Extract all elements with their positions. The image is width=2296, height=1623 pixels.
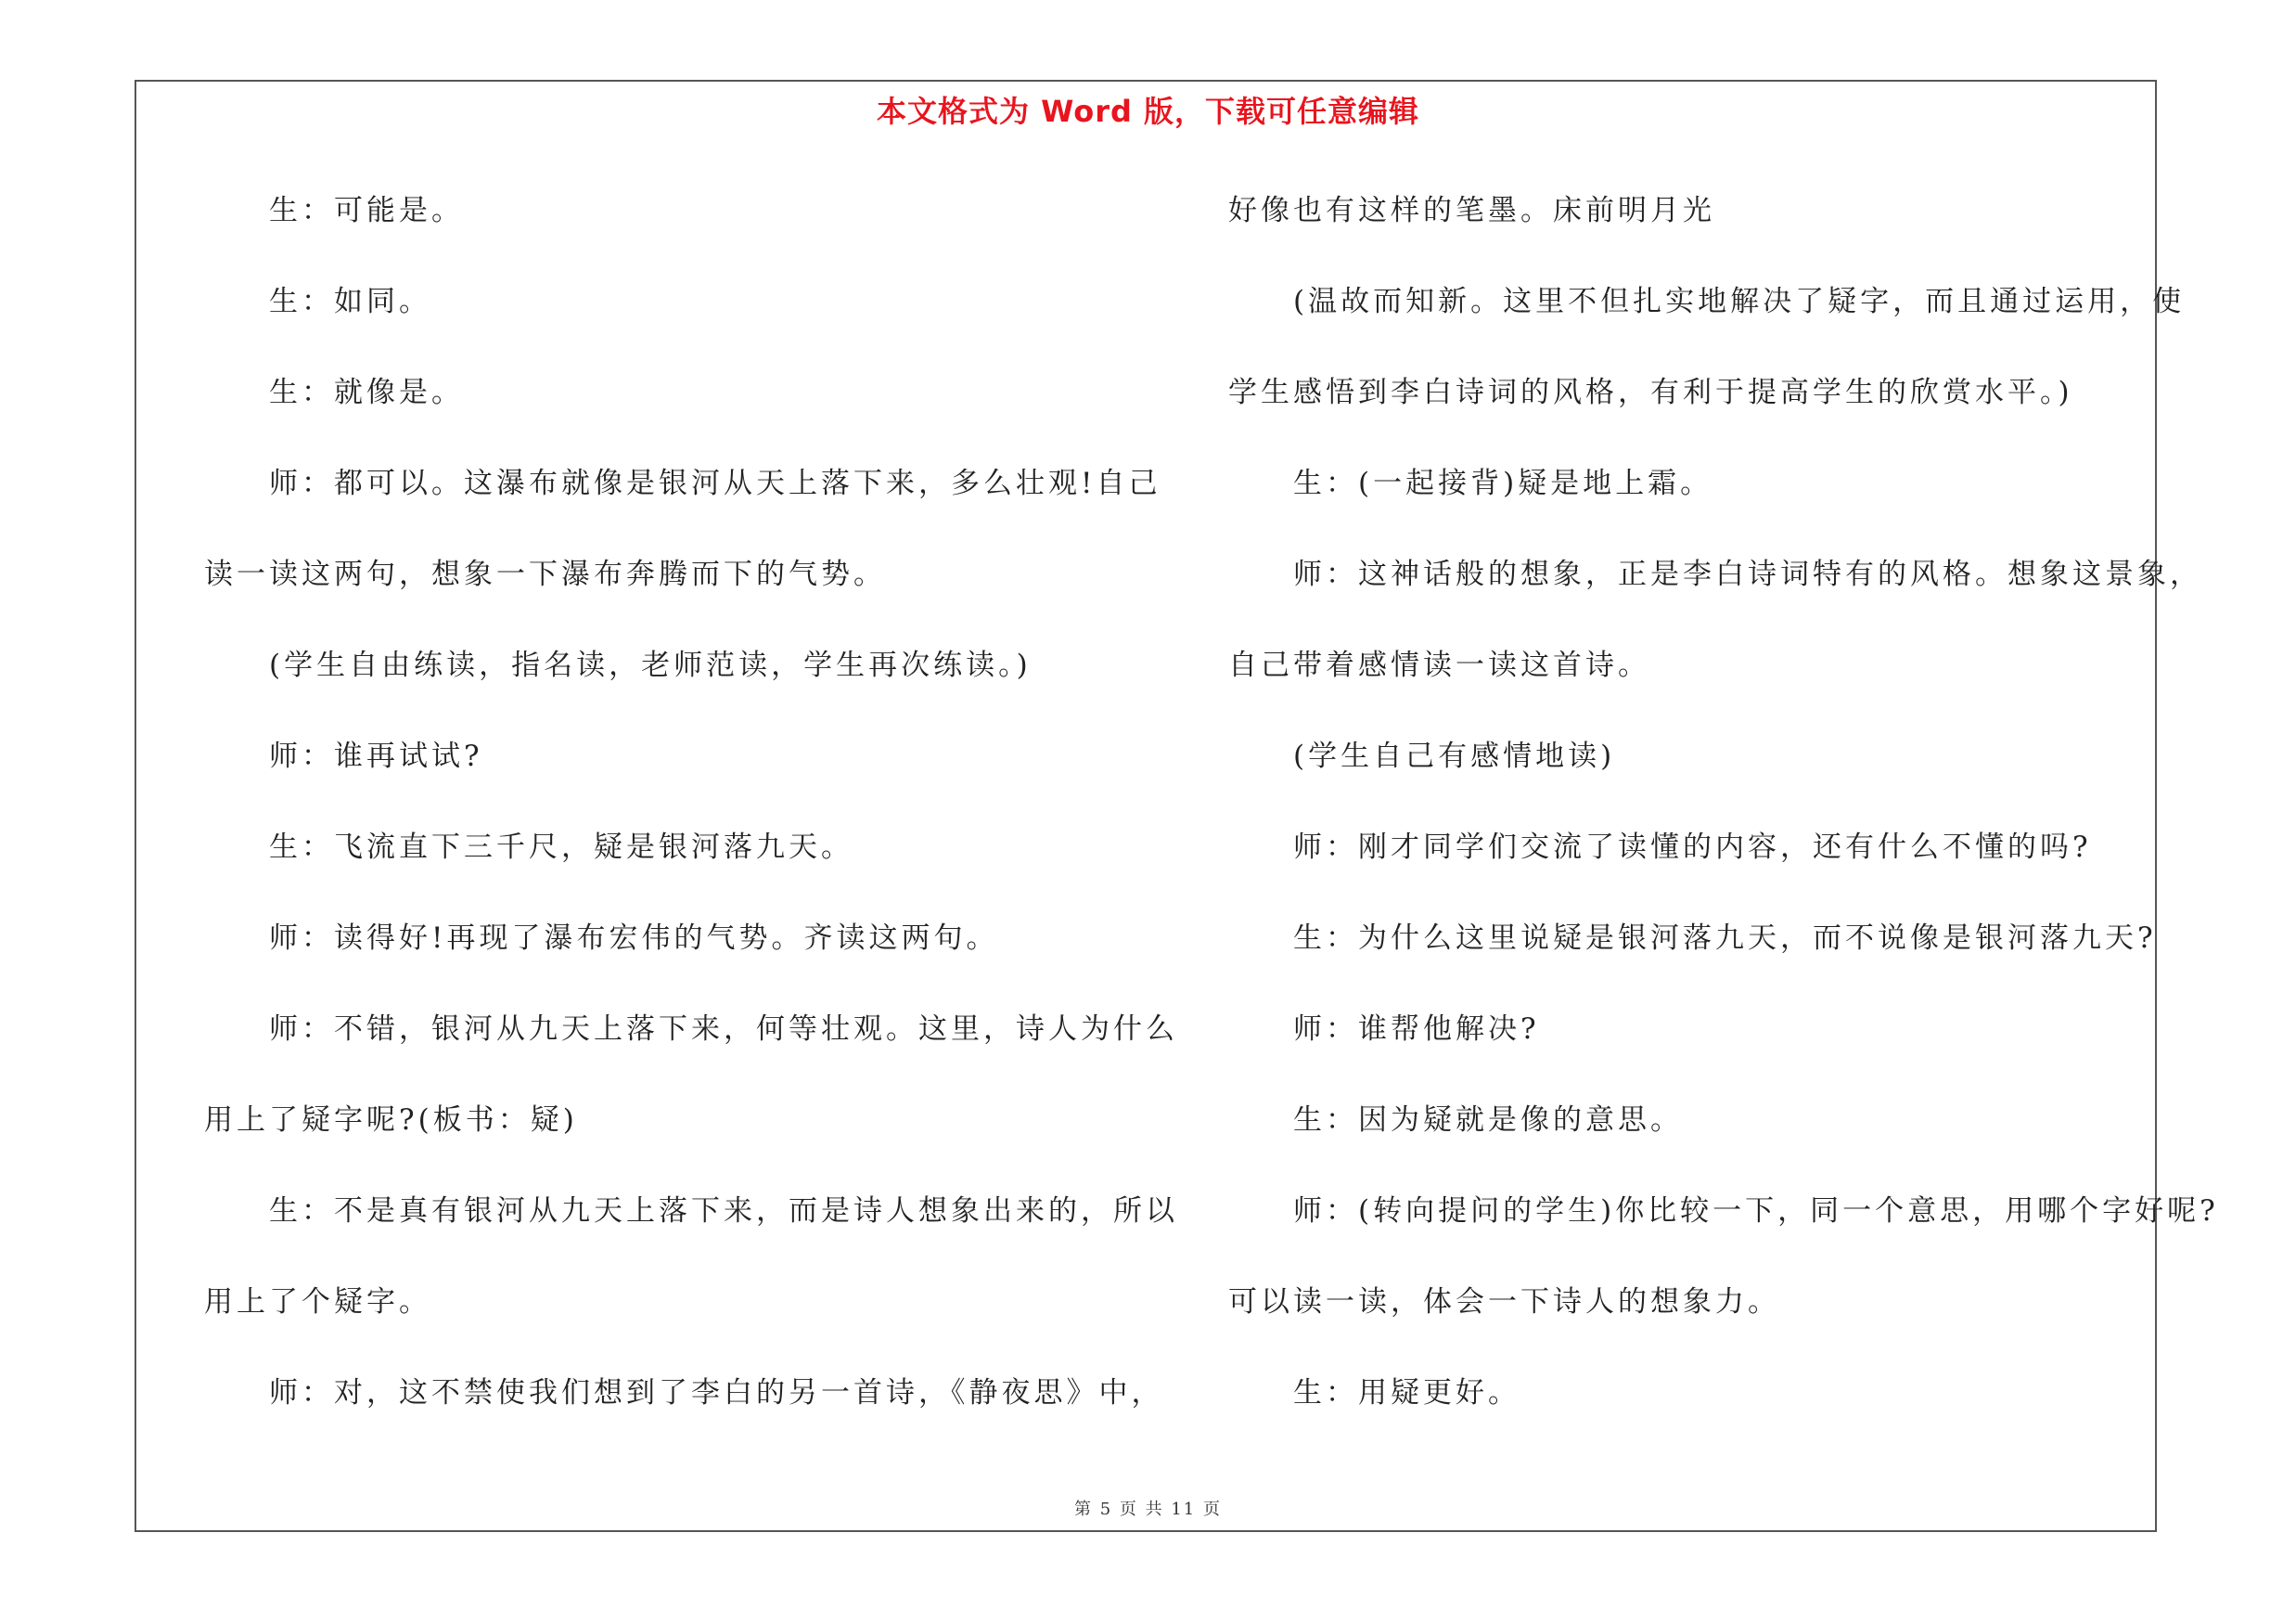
text-line: 可以读一读，体会一下诗人的想象力。 [1228,1285,1780,1319]
text-line: (学生自己有感情地读) [1293,740,1616,773]
text-line: 师：(转向提问的学生)你比较一下，同一个意思，用哪个字好呢? [1293,1194,2219,1228]
text-line: 用上了个疑字。 [204,1285,431,1319]
word-format-banner: 本文格式为 Word 版，下载可任意编辑 [876,94,1420,129]
right-text-column [1228,184,2219,1457]
text-line: 师：谁帮他解决? [1293,1012,1540,1046]
text-line: 生：因为疑就是像的意思。 [1293,1103,1683,1137]
text-line: (温故而知新。这里不但扎实地解决了疑字，而且通过运用，使 [1293,285,2186,318]
text-line: 生：不是真有银河从九天上落下来，而是诗人想象出来的，所以 [269,1194,1178,1228]
text-line: 好像也有这样的笔墨。床前明月光 [1228,194,1715,227]
text-line: 生：如同。 [269,285,431,318]
text-line: 生：飞流直下三千尺，疑是银河落九天。 [269,831,853,864]
text-line: 生：用疑更好。 [1293,1376,1520,1410]
text-line: 自己带着感情读一读这首诗。 [1228,649,1650,682]
text-line: 师：谁再试试? [269,740,483,773]
text-line: 生：可能是。 [269,194,464,227]
left-text-column [204,184,1178,1457]
text-line: (学生自由练读，指名读，老师范读，学生再次练读。) [269,649,1032,682]
text-line: 生：为什么这里说疑是银河落九天，而不说像是银河落九天? [1293,921,2157,955]
page-number-footer: 第 5 页 共 11 页 [1074,1500,1222,1519]
text-line: 用上了疑字呢?(板书：疑) [204,1103,578,1137]
text-line: 师：对，这不禁使我们想到了李白的另一首诗，《静夜思》中， [269,1376,1164,1410]
text-line: 读一读这两句，想象一下瀑布奔腾而下的气势。 [204,558,886,591]
text-line: 师：这神话般的想象，正是李白诗词特有的风格。想象这景象， [1293,558,2202,591]
text-line: 师：刚才同学们交流了读懂的内容，还有什么不懂的吗? [1293,831,2092,864]
text-line: 师：都可以。这瀑布就像是银河从天上落下来，多么壮观!自己 [269,467,1161,500]
text-line: 生：就像是。 [269,376,464,409]
text-line: 学生感悟到李白诗词的风格，有利于提高学生的欣赏水平。) [1228,376,2073,409]
text-line: 师：读得好!再现了瀑布宏伟的气势。齐读这两句。 [269,921,999,955]
text-line: 生：(一起接背)疑是地上霜。 [1293,467,1713,500]
text-line: 师：不错，银河从九天上落下来，何等壮观。这里，诗人为什么 [269,1012,1178,1046]
